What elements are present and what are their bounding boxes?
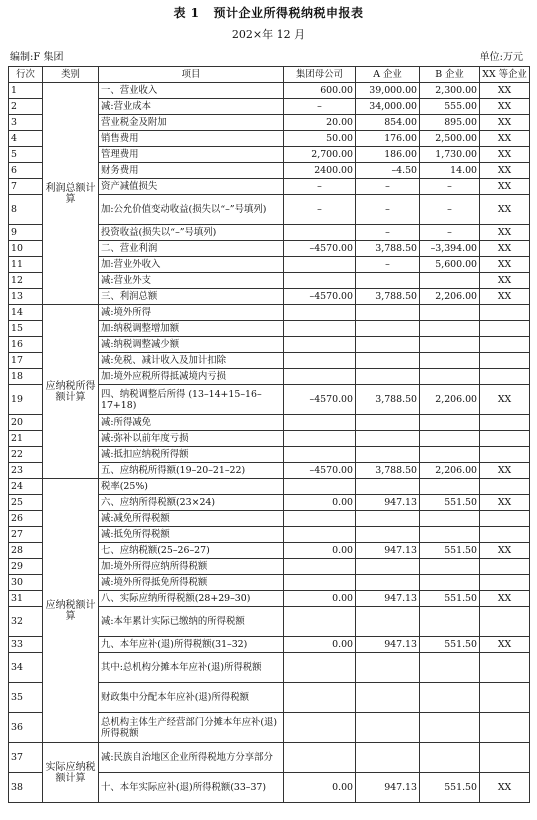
item-cell: 减:本年累计实际已缴纳的所得税额 <box>99 607 284 637</box>
parent-value-cell: 0.00 <box>284 773 356 803</box>
item-cell: 减:抵扣应纳税所得额 <box>99 447 284 463</box>
report-maker: 编制:F 集团 <box>10 52 64 63</box>
row-number: 25 <box>9 495 43 511</box>
a-value-cell: 947.13 <box>356 773 420 803</box>
a-value-cell <box>356 653 420 683</box>
row-number: 16 <box>9 337 43 353</box>
xx-value-cell: XX <box>480 99 530 115</box>
parent-value-cell: – <box>284 99 356 115</box>
col-header: 行次 <box>9 67 43 83</box>
xx-value-cell <box>480 607 530 637</box>
col-header: 类别 <box>43 67 99 83</box>
a-value-cell <box>356 273 420 289</box>
row-number: 3 <box>9 115 43 131</box>
row-number: 10 <box>9 241 43 257</box>
xx-value-cell <box>480 527 530 543</box>
xx-value-cell: XX <box>480 385 530 415</box>
row-number: 29 <box>9 559 43 575</box>
a-value-cell: 39,000.00 <box>356 83 420 99</box>
parent-value-cell <box>284 337 356 353</box>
item-cell: 减:境外所得抵免所得税额 <box>99 575 284 591</box>
parent-value-cell: 2400.00 <box>284 163 356 179</box>
a-value-cell <box>356 713 420 743</box>
xx-value-cell <box>480 559 530 575</box>
report-unit: 单位:万元 <box>479 52 523 63</box>
a-value-cell <box>356 743 420 773</box>
xx-value-cell: XX <box>480 163 530 179</box>
col-header: XX 等企业 <box>480 67 530 83</box>
item-cell: 其中:总机构分摊本年应补(退)所得税额 <box>99 653 284 683</box>
a-value-cell: 947.13 <box>356 637 420 653</box>
a-value-cell <box>356 431 420 447</box>
xx-value-cell: XX <box>480 591 530 607</box>
parent-value-cell: – <box>284 195 356 225</box>
row-number: 24 <box>9 479 43 495</box>
xx-value-cell <box>480 337 530 353</box>
xx-value-cell <box>480 431 530 447</box>
table-row <box>9 743 530 773</box>
row-number: 8 <box>9 195 43 225</box>
item-cell: 六、应纳所得税额(23×24) <box>99 495 284 511</box>
item-cell: 减:抵免所得税额 <box>99 527 284 543</box>
b-value-cell <box>420 653 480 683</box>
b-value-cell: 551.50 <box>420 773 480 803</box>
category-cell: 应纳税额计算 <box>43 479 99 743</box>
xx-value-cell <box>480 511 530 527</box>
parent-value-cell <box>284 527 356 543</box>
item-cell: 加:公允价值变动收益(损失以“–”号填列) <box>99 195 284 225</box>
b-value-cell: 2,206.00 <box>420 289 480 305</box>
a-value-cell: 186.00 <box>356 147 420 163</box>
b-value-cell: – <box>420 179 480 195</box>
b-value-cell <box>420 559 480 575</box>
item-cell: 资产减值损失 <box>99 179 284 195</box>
table-body <box>9 83 530 803</box>
b-value-cell <box>420 527 480 543</box>
item-cell: 加:纳税调整增加额 <box>99 321 284 337</box>
b-value-cell <box>420 273 480 289</box>
xx-value-cell <box>480 653 530 683</box>
category-cell: 应纳税所得额计算 <box>43 305 99 479</box>
a-value-cell: 3,788.50 <box>356 385 420 415</box>
xx-value-cell: XX <box>480 637 530 653</box>
row-number: 9 <box>9 225 43 241</box>
a-value-cell: 947.13 <box>356 495 420 511</box>
b-value-cell: 895.00 <box>420 115 480 131</box>
parent-value-cell: 0.00 <box>284 591 356 607</box>
tax-table <box>8 66 530 803</box>
col-header: B 企业 <box>420 67 480 83</box>
a-value-cell <box>356 607 420 637</box>
a-value-cell <box>356 479 420 495</box>
parent-value-cell: 0.00 <box>284 495 356 511</box>
item-cell: 总机构主体生产经营部门分摊本年应补(退)所得税额 <box>99 713 284 743</box>
row-number: 7 <box>9 179 43 195</box>
row-number: 31 <box>9 591 43 607</box>
b-value-cell: 551.50 <box>420 495 480 511</box>
col-header: A 企业 <box>356 67 420 83</box>
xx-value-cell <box>480 305 530 321</box>
a-value-cell <box>356 575 420 591</box>
parent-value-cell <box>284 273 356 289</box>
item-cell: 加:境外应税所得抵减境内亏损 <box>99 369 284 385</box>
item-cell: 四、纳税调整后所得 (13–14+15–16–17+18) <box>99 385 284 415</box>
row-number: 18 <box>9 369 43 385</box>
b-value-cell <box>420 353 480 369</box>
a-value-cell: 3,788.50 <box>356 463 420 479</box>
item-cell: 十、本年实际应补(退)所得税额(33–37) <box>99 773 284 803</box>
item-cell: 七、应纳税额(25–26–27) <box>99 543 284 559</box>
row-number: 17 <box>9 353 43 369</box>
row-number: 30 <box>9 575 43 591</box>
parent-value-cell <box>284 511 356 527</box>
row-number: 32 <box>9 607 43 637</box>
item-cell: 财政集中分配本年应补(退)所得税额 <box>99 683 284 713</box>
row-number: 27 <box>9 527 43 543</box>
item-cell: 管理费用 <box>99 147 284 163</box>
item-cell: 减:民族自治地区企业所得税地方分享部分 <box>99 743 284 773</box>
b-value-cell <box>420 447 480 463</box>
a-value-cell <box>356 447 420 463</box>
b-value-cell <box>420 607 480 637</box>
parent-value-cell <box>284 415 356 431</box>
a-value-cell <box>356 305 420 321</box>
item-cell: 减:营业成本 <box>99 99 284 115</box>
b-value-cell: – <box>420 195 480 225</box>
a-value-cell: – <box>356 179 420 195</box>
row-number: 14 <box>9 305 43 321</box>
xx-value-cell <box>480 479 530 495</box>
xx-value-cell: XX <box>480 83 530 99</box>
a-value-cell: 34,000.00 <box>356 99 420 115</box>
a-value-cell <box>356 559 420 575</box>
title-text: 预计企业所得税纳税申报表 <box>213 6 364 20</box>
parent-value-cell: 0.00 <box>284 543 356 559</box>
row-number: 20 <box>9 415 43 431</box>
item-cell: 九、本年应补(退)所得税额(31–32) <box>99 637 284 653</box>
a-value-cell: 3,788.50 <box>356 241 420 257</box>
a-value-cell: – <box>356 195 420 225</box>
item-cell: 三、利润总额 <box>99 289 284 305</box>
b-value-cell: 5,600.00 <box>420 257 480 273</box>
report-title <box>0 4 537 21</box>
row-number: 28 <box>9 543 43 559</box>
parent-value-cell <box>284 447 356 463</box>
item-cell: 加:境外所得应纳所得税额 <box>99 559 284 575</box>
row-number: 35 <box>9 683 43 713</box>
b-value-cell: 2,300.00 <box>420 83 480 99</box>
item-cell: 一、营业收入 <box>99 83 284 99</box>
a-value-cell <box>356 683 420 713</box>
b-value-cell <box>420 415 480 431</box>
item-cell: 财务费用 <box>99 163 284 179</box>
item-cell: 减:境外所得 <box>99 305 284 321</box>
parent-value-cell <box>284 683 356 713</box>
parent-value-cell: –4570.00 <box>284 289 356 305</box>
item-cell: 二、营业利润 <box>99 241 284 257</box>
b-value-cell <box>420 337 480 353</box>
parent-value-cell <box>284 353 356 369</box>
b-value-cell <box>420 369 480 385</box>
row-number: 22 <box>9 447 43 463</box>
row-number: 34 <box>9 653 43 683</box>
category-cell: 实际应纳税额计算 <box>43 743 99 803</box>
row-number: 15 <box>9 321 43 337</box>
category-cell: 利润总额计算 <box>43 83 99 305</box>
a-value-cell: 947.13 <box>356 543 420 559</box>
b-value-cell: 1,730.00 <box>420 147 480 163</box>
xx-value-cell: XX <box>480 257 530 273</box>
item-cell: 八、实际应纳所得税额(28+29–30) <box>99 591 284 607</box>
parent-value-cell: –4570.00 <box>284 241 356 257</box>
row-number: 33 <box>9 637 43 653</box>
a-value-cell: 3,788.50 <box>356 289 420 305</box>
xx-value-cell: XX <box>480 147 530 163</box>
parent-value-cell <box>284 479 356 495</box>
a-value-cell <box>356 353 420 369</box>
b-value-cell: 2,206.00 <box>420 463 480 479</box>
xx-value-cell: XX <box>480 241 530 257</box>
a-value-cell <box>356 511 420 527</box>
a-value-cell: 176.00 <box>356 131 420 147</box>
b-value-cell <box>420 479 480 495</box>
b-value-cell <box>420 575 480 591</box>
xx-value-cell <box>480 575 530 591</box>
xx-value-cell <box>480 353 530 369</box>
row-number: 12 <box>9 273 43 289</box>
b-value-cell <box>420 305 480 321</box>
parent-value-cell: –4570.00 <box>284 385 356 415</box>
table-row <box>9 479 530 495</box>
xx-value-cell: XX <box>480 289 530 305</box>
b-value-cell <box>420 431 480 447</box>
b-value-cell <box>420 743 480 773</box>
parent-value-cell: 600.00 <box>284 83 356 99</box>
xx-value-cell: XX <box>480 225 530 241</box>
parent-value-cell <box>284 257 356 273</box>
b-value-cell: 551.50 <box>420 591 480 607</box>
row-number: 13 <box>9 289 43 305</box>
b-value-cell: 551.50 <box>420 543 480 559</box>
col-header: 项目 <box>99 67 284 83</box>
parent-value-cell: 2,700.00 <box>284 147 356 163</box>
parent-value-cell <box>284 653 356 683</box>
a-value-cell <box>356 369 420 385</box>
xx-value-cell: XX <box>480 463 530 479</box>
parent-value-cell <box>284 607 356 637</box>
row-number: 23 <box>9 463 43 479</box>
a-value-cell: 947.13 <box>356 591 420 607</box>
b-value-cell: 551.50 <box>420 637 480 653</box>
parent-value-cell <box>284 321 356 337</box>
row-number: 37 <box>9 743 43 773</box>
parent-value-cell: 50.00 <box>284 131 356 147</box>
row-number: 36 <box>9 713 43 743</box>
b-value-cell <box>420 713 480 743</box>
xx-value-cell: XX <box>480 115 530 131</box>
item-cell: 减:营业外支 <box>99 273 284 289</box>
header-row <box>9 67 530 83</box>
item-cell: 投资收益(损失以“–”号填列) <box>99 225 284 241</box>
parent-value-cell <box>284 713 356 743</box>
parent-value-cell <box>284 559 356 575</box>
b-value-cell <box>420 683 480 713</box>
b-value-cell: 555.00 <box>420 99 480 115</box>
b-value-cell: 2,206.00 <box>420 385 480 415</box>
report-date: 202×年 12 月 <box>231 28 306 41</box>
b-value-cell <box>420 511 480 527</box>
a-value-cell <box>356 321 420 337</box>
xx-value-cell <box>480 447 530 463</box>
row-number: 4 <box>9 131 43 147</box>
row-number: 6 <box>9 163 43 179</box>
xx-value-cell: XX <box>480 495 530 511</box>
xx-value-cell <box>480 321 530 337</box>
parent-value-cell: –4570.00 <box>284 463 356 479</box>
row-number: 2 <box>9 99 43 115</box>
parent-value-cell <box>284 369 356 385</box>
xx-value-cell: XX <box>480 195 530 225</box>
xx-value-cell: XX <box>480 543 530 559</box>
a-value-cell: – <box>356 257 420 273</box>
item-cell: 减:弥补以前年度亏损 <box>99 431 284 447</box>
item-cell: 减:纳税调整减少额 <box>99 337 284 353</box>
parent-value-cell <box>284 743 356 773</box>
table-number: 表 1 <box>173 6 200 20</box>
parent-value-cell <box>284 225 356 241</box>
table-row <box>9 305 530 321</box>
parent-value-cell: – <box>284 179 356 195</box>
row-number: 21 <box>9 431 43 447</box>
parent-value-cell <box>284 575 356 591</box>
row-number: 1 <box>9 83 43 99</box>
item-cell: 加:营业外收入 <box>99 257 284 273</box>
item-cell: 减:减免所得税额 <box>99 511 284 527</box>
item-cell: 销售费用 <box>99 131 284 147</box>
parent-value-cell: 20.00 <box>284 115 356 131</box>
a-value-cell <box>356 337 420 353</box>
row-number: 38 <box>9 773 43 803</box>
b-value-cell: – <box>420 225 480 241</box>
item-cell: 营业税金及附加 <box>99 115 284 131</box>
a-value-cell <box>356 415 420 431</box>
a-value-cell: – <box>356 225 420 241</box>
xx-value-cell: XX <box>480 179 530 195</box>
xx-value-cell: XX <box>480 273 530 289</box>
xx-value-cell <box>480 743 530 773</box>
parent-value-cell <box>284 431 356 447</box>
b-value-cell: –3,394.00 <box>420 241 480 257</box>
parent-value-cell: 0.00 <box>284 637 356 653</box>
xx-value-cell <box>480 415 530 431</box>
parent-value-cell <box>284 305 356 321</box>
col-header: 集团母公司 <box>284 67 356 83</box>
item-cell: 税率(25%) <box>99 479 284 495</box>
xx-value-cell <box>480 369 530 385</box>
a-value-cell: 854.00 <box>356 115 420 131</box>
a-value-cell: –4.50 <box>356 163 420 179</box>
item-cell: 五、应纳税所得额(19–20–21–22) <box>99 463 284 479</box>
item-cell: 减:所得减免 <box>99 415 284 431</box>
row-number: 26 <box>9 511 43 527</box>
xx-value-cell: XX <box>480 773 530 803</box>
a-value-cell <box>356 527 420 543</box>
b-value-cell: 14.00 <box>420 163 480 179</box>
b-value-cell <box>420 321 480 337</box>
row-number: 19 <box>9 385 43 415</box>
b-value-cell: 2,500.00 <box>420 131 480 147</box>
item-cell: 减:免税、减计收入及加计扣除 <box>99 353 284 369</box>
xx-value-cell <box>480 683 530 713</box>
xx-value-cell <box>480 713 530 743</box>
table-row <box>9 83 530 99</box>
xx-value-cell: XX <box>480 131 530 147</box>
row-number: 11 <box>9 257 43 273</box>
row-number: 5 <box>9 147 43 163</box>
